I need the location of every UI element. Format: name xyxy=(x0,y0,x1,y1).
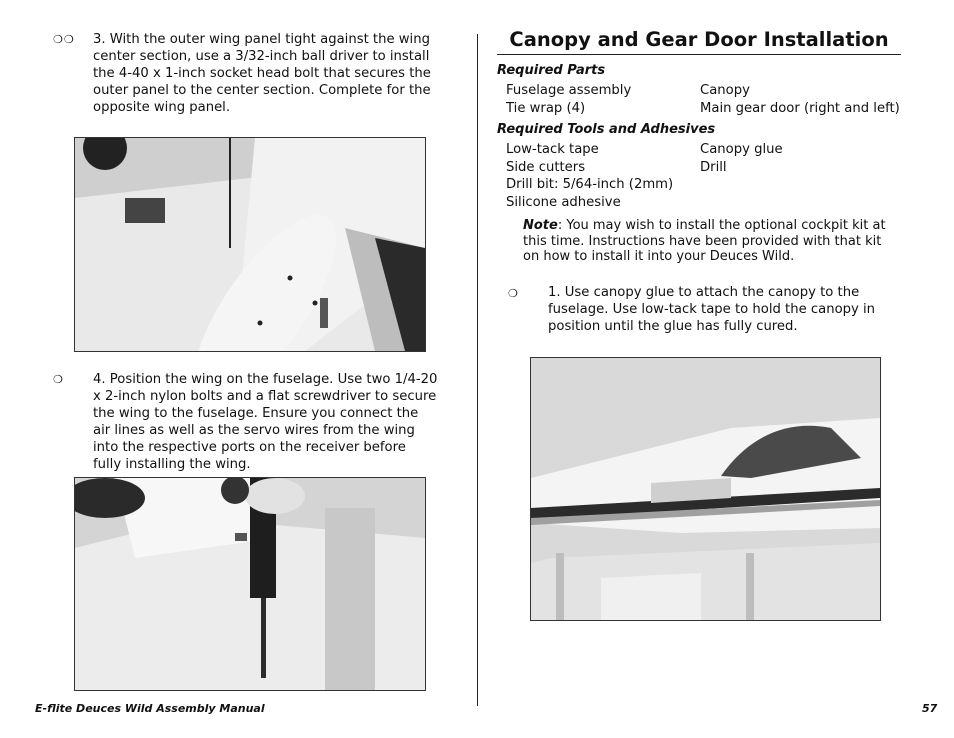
step-1-text: 1. Use canopy glue to attach the canopy to the fuselage. Use low-tack tape to hold the canopy in position until the glue has fully cured. xyxy=(548,285,876,334)
list-item: Silicone adhesive xyxy=(506,194,621,210)
required-tools-heading: Required Tools and Adhesives xyxy=(497,122,716,137)
list-item: Tie wrap (4) xyxy=(506,100,586,116)
photo-canopy xyxy=(530,357,881,621)
list-item: Fuselage assembly xyxy=(506,83,632,98)
photo-wing-screwdriver xyxy=(74,477,426,691)
required-tools-col2 xyxy=(700,141,783,176)
photo-wing-bolt xyxy=(74,137,426,352)
required-parts-heading: Required Parts xyxy=(497,63,606,78)
list-item: Side cutters xyxy=(506,159,586,175)
required-parts-col1 xyxy=(506,82,631,117)
list-item: Drill xyxy=(700,159,727,175)
list-item: Main gear door (right and left) xyxy=(700,100,900,116)
step-3-text: 3. With the outer wing panel tight against the wing center section, use a 3/32-inch ball driver to install the 4-40 x 1-inch socket head bolt that secures the outer panel to the center section. Complete for the opposite wing panel. xyxy=(93,32,431,115)
list-item: Canopy xyxy=(700,83,750,98)
checkbox-circles: ❍❍ xyxy=(53,33,75,46)
required-parts-col2 xyxy=(700,82,900,117)
column-divider xyxy=(477,34,478,706)
note-label: Note xyxy=(523,218,558,233)
note-text: : You may wish to install the optional cockpit kit at this time. Instructions have been provided with that kit on how to install it into your Deuces Wild. xyxy=(523,218,886,264)
footer-manual-title: E-flite Deuces Wild Assembly Manual xyxy=(35,702,265,715)
checkbox-circle: ❍ xyxy=(508,287,519,300)
list-item: Drill bit: 5/64-inch (2mm) xyxy=(506,177,674,192)
list-item: Canopy glue xyxy=(700,142,783,157)
note-paragraph xyxy=(523,218,893,265)
page-number: 57 xyxy=(922,702,938,715)
step-4-text: 4. Position the wing on the fuselage. Use two 1/4-20 x 2-inch nylon bolts and a flat screwdriver to secure the wing to the fuselage. Ensure you connect the air lines as well as the servo wires from the wing into the respective ports on the receiver before fully installing the wing. xyxy=(93,372,438,472)
list-item: Low-tack tape xyxy=(506,142,599,157)
checkbox-circle: ❍ xyxy=(53,373,64,386)
required-tools-col1 xyxy=(506,141,673,211)
page-title: Canopy and Gear Door Installation xyxy=(497,28,901,55)
